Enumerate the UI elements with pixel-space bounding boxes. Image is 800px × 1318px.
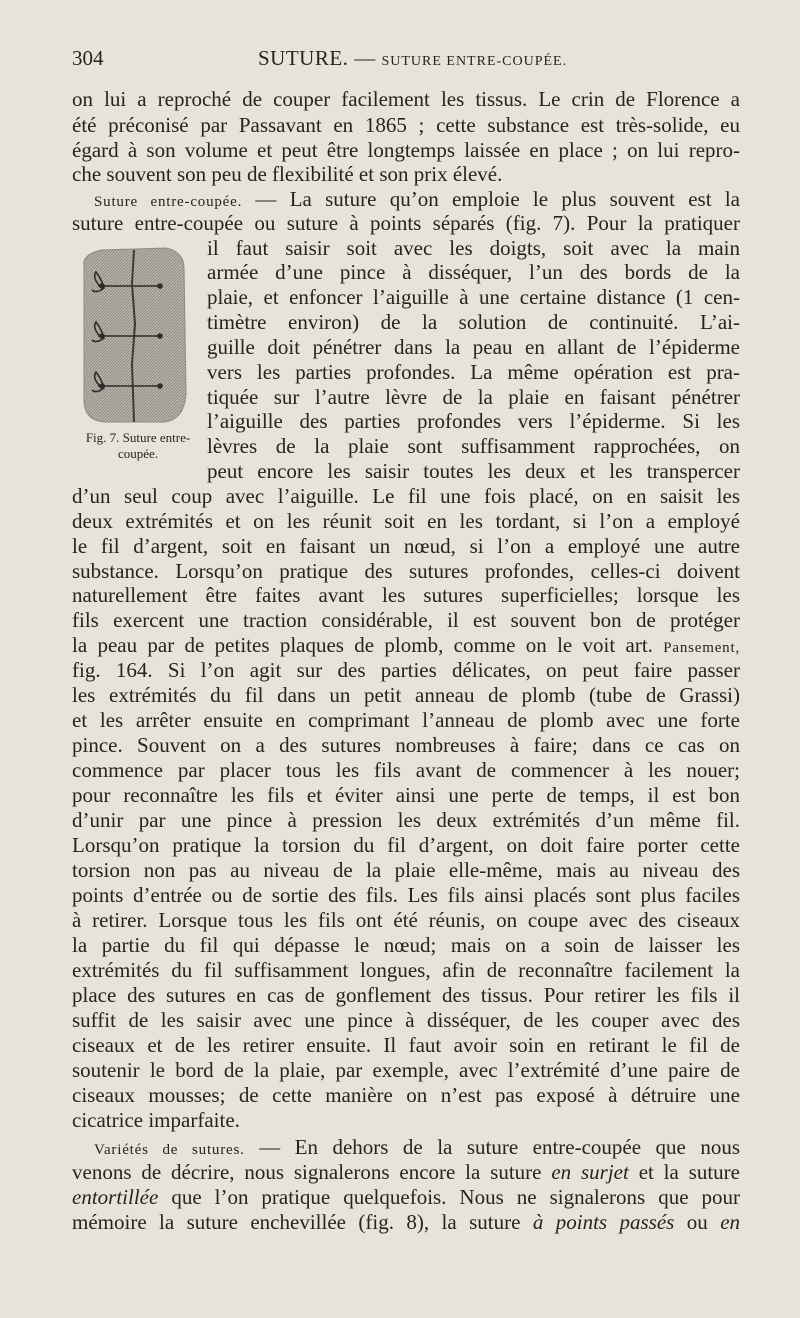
- text-line: [72, 632, 740, 658]
- text-line: l’aiguille des parties profondes vers l’épiderme. Si les: [207, 409, 740, 433]
- running-header: [72, 46, 740, 76]
- text-line: à retirer. Lorsque tous les fils ont été réunis, on coupe avec des ciseaux: [72, 908, 740, 932]
- text-line: [72, 1159, 740, 1185]
- italic-term: en: [720, 1210, 741, 1234]
- text-line: d’unir par une pince à pression les deux extrémités d’un même fil.: [72, 808, 740, 832]
- text-line: la partie du fil qui dépasse le nœud; mais on a soin de laisser les: [72, 933, 740, 957]
- text-line: d’un seul coup avec l’aiguille. Le fil une fois placé, on en saisit les: [72, 484, 740, 508]
- text-span: — En dehors de la suture entre-coupée que nous: [259, 1135, 741, 1159]
- text-line: [72, 1209, 740, 1235]
- text-line: il faut saisir soit avec les doigts, soit avec la main: [207, 236, 740, 260]
- text-line: [72, 1184, 740, 1210]
- text-span: — La suture qu’on emploie le plus souvent est la: [255, 187, 740, 211]
- text-line: ciseaux mousses; de cette manière on n’est pas exposé à détruire une: [72, 1083, 740, 1107]
- text-span: mémoire la suture enchevillée (fig. 8), la suture: [72, 1210, 521, 1234]
- text-line: pour reconnaître les fils et éviter ainsi une perte de temps, il est bon: [72, 783, 740, 807]
- text-line: commence par placer tous les fils avant de commencer à les nouer;: [72, 758, 740, 782]
- figure-caption: [72, 430, 204, 462]
- text-line: on lui a reproché de couper facilement les tissus. Le crin de Florence a: [72, 87, 740, 111]
- chapter-title: SUTURE.: [258, 46, 349, 70]
- section-heading-line: [94, 186, 740, 212]
- text-line: deux extrémités et on les réunit soit en les tordant, si l’on a employé: [72, 509, 740, 533]
- text-line: tiquée sur l’autre lèvre de la plaie en faisant pénétrer: [207, 385, 740, 409]
- text-span: venons de décrire, nous signalerons encore la suture: [72, 1160, 542, 1184]
- text-line: égard à son volume et peut être longtemps laissée en place ; on lui repro-: [72, 138, 740, 162]
- text-line: naturellement être faites avant les sutures superficielles; lorsque les: [72, 583, 740, 607]
- text-span: la peau par de petites plaques de plomb, comme on le voit art.: [72, 633, 653, 657]
- section-heading: Suture entre-coupée.: [94, 194, 243, 210]
- italic-term: entortillée: [72, 1185, 159, 1209]
- text-line: Lorsqu’on pratique la torsion du fil d’argent, on doit faire porter cette: [72, 833, 740, 857]
- text-line: fig. 164. Si l’on agit sur des parties délicates, on peut faire passer: [72, 658, 740, 682]
- italic-term: en surjet: [551, 1160, 629, 1184]
- italic-term: à points passés: [532, 1210, 675, 1234]
- text-line: le fil d’argent, soit en faisant un nœud, si l’on a employé une autre: [72, 534, 740, 558]
- text-line: pince. Souvent on a des sutures nombreuses à faire; dans ce cas on: [72, 733, 740, 757]
- text-line: place des sutures en cas de gonflement des tissus. Pour retirer les fils il: [72, 983, 740, 1007]
- text-line: peut encore les saisir toutes les deux et les transpercer: [207, 459, 740, 483]
- text-line: timètre environ) de la solution de continuité. L’ai-: [207, 310, 740, 334]
- text-line: che souvent son peu de flexibilité et son prix élevé.: [72, 162, 503, 186]
- text-line: torsion non pas au niveau de la plaie elle-même, mais au niveau des: [72, 858, 740, 882]
- text-line: guille doit pénétrer dans la peau en allant de l’épiderme: [207, 335, 740, 359]
- section-heading-line: [94, 1134, 740, 1160]
- section-title: SUTURE ENTRE-COUPÉE.: [381, 54, 568, 69]
- text-line: suture entre-coupée ou suture à points séparés (fig. 7). Pour la pratiquer: [72, 211, 740, 235]
- caption-line: coupée.: [117, 446, 159, 461]
- interrupted-suture-illustration: [80, 244, 188, 424]
- text-line: et les arrêter ensuite en comprimant l’anneau de plomb avec une forte: [72, 708, 740, 732]
- text-line: points d’entrée ou de sortie des fils. Les fils ainsi placés sont plus faciles: [72, 883, 740, 907]
- text-line: lèvres de la plaie sont suffisamment rapprochées, on: [207, 434, 740, 458]
- text-span: ou: [686, 1210, 708, 1234]
- running-title: [258, 46, 567, 71]
- text-line: ciseaux et de les retirer ensuite. Il faut avoir soin en retirant le fil de: [72, 1033, 740, 1057]
- text-span: que l’on pratique quelquefois. Nous ne signalerons que pour: [171, 1185, 741, 1209]
- text-line: été préconisé par Passavant en 1865 ; cette substance est très-solide, eu: [72, 113, 740, 137]
- text-line: plaie, et enfoncer l’aiguille à une certaine distance (1 cen-: [207, 285, 740, 309]
- section-heading: Variétés de sutures.: [94, 1142, 245, 1158]
- text-line: fils exercent une traction considérable, il est souvent bon de protéger: [72, 608, 740, 632]
- caption-line: Fig. 7. Suture entre-: [85, 430, 191, 445]
- text-line: soutenir le bord de la plaie, par exemple, avec l’extrémité d’une paire de: [72, 1058, 740, 1082]
- text-line: armée d’une pince à disséquer, l’un des bords de la: [207, 260, 740, 284]
- page-number: 304: [72, 46, 104, 70]
- text-line: extrémités du fil suffisamment longues, afin de reconnaître facilement la: [72, 958, 740, 982]
- header-dash: —: [354, 46, 376, 70]
- text-line: les extrémités du fil dans un petit anneau de plomb (tube de Grassi): [72, 683, 740, 707]
- cross-reference: Pansement,: [663, 640, 741, 656]
- text-span: et la suture: [638, 1160, 741, 1184]
- text-line: substance. Lorsqu’on pratique des sutures profondes, celles-ci doivent: [72, 559, 740, 583]
- text-line: cicatrice imparfaite.: [72, 1108, 240, 1132]
- text-line: suffit de les saisir avec une pince à disséquer, de les couper avec des: [72, 1008, 740, 1032]
- text-line: vers les parties profondes. La même opération est pra-: [207, 360, 740, 384]
